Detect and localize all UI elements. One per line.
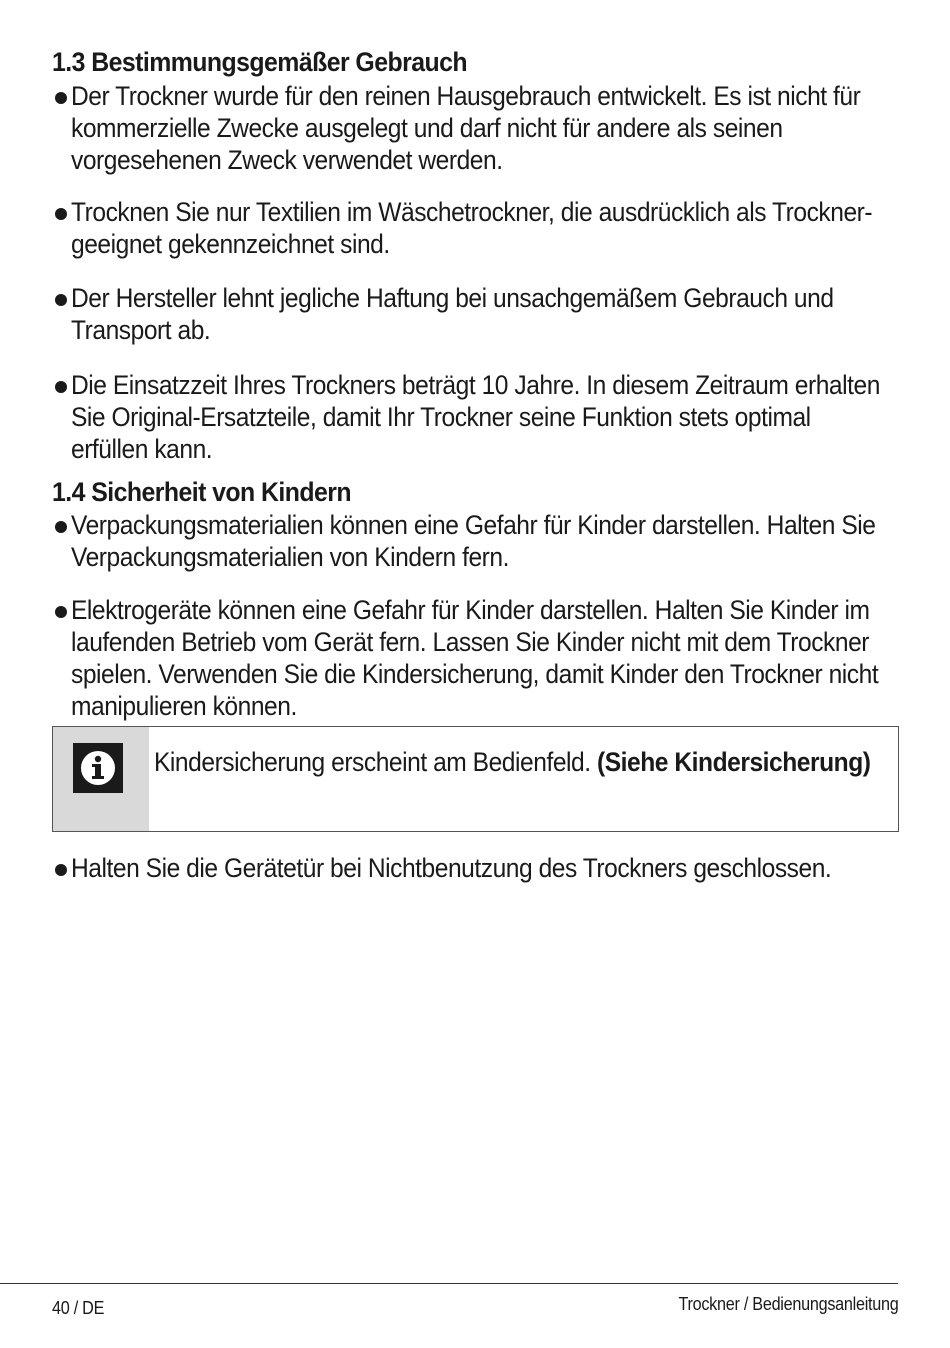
info-box-sidebar — [53, 727, 149, 831]
bullet-text: Elektrogeräte können eine Gefahr für Kinder darstellen. Halten Sie Kinder im laufenden Betrieb vom Gerät fern. Lassen Sie Kinder nicht mit dem Trockner spielen. Verwenden Sie die Kindersicherung, damit Kinder den Trockner nicht manipulieren können. — [71, 595, 879, 721]
page-number: 40 / DE — [52, 1298, 105, 1318]
footer-document-title: Trockner / Bedienungsanleitung — [677, 1294, 898, 1314]
bullet-text: Der Hersteller lehnt jegliche Haftung bei unsachgemäßem Gebrauch und Transport ab. — [71, 283, 834, 345]
bullet-text: Der Trockner wurde für den reinen Hausgebrauch entwickelt. Es ist nicht für kommerzielle Zwecke ausgelegt und darf nicht für andere als seinen vorgesehenen Zweck verwendet werden. — [71, 81, 861, 175]
bullet-item — [52, 80, 907, 176]
bullet-item — [52, 852, 907, 884]
bullet-dot-icon — [55, 208, 67, 220]
bullet-dot-icon — [55, 521, 67, 533]
info-note-box — [52, 726, 899, 832]
bullet-dot-icon — [55, 381, 67, 393]
bullet-dot-icon — [55, 606, 67, 618]
bullet-item — [52, 282, 907, 346]
bullet-item — [52, 369, 907, 465]
bullet-text: Verpackungsmaterialien können eine Gefahr für Kinder darstellen. Halten Sie Verpackungsmaterialien von Kindern fern. — [71, 510, 876, 572]
footer-divider — [0, 1283, 898, 1284]
bullet-dot-icon — [55, 92, 67, 104]
info-icon-glyph — [80, 750, 116, 786]
bullet-dot-icon — [55, 864, 67, 876]
bullet-text: Trocknen Sie nur Textilien im Wäschetrockner, die ausdrücklich als Trockner-geeignet gekennzeichnet sind. — [71, 197, 873, 259]
bullet-dot-icon — [55, 294, 67, 306]
section-heading-1-3: 1.3 Bestimmungsgemäßer Gebrauch — [52, 47, 467, 77]
bullet-text: Die Einsatzzeit Ihres Trockners beträgt 10 Jahre. In diesem Zeitraum erhalten Sie Original-Ersatzteile, damit Ihr Trockner seine Funktion stets optimal erfüllen kann. — [71, 370, 880, 464]
info-note-text — [154, 746, 882, 778]
section-heading-1-4: 1.4 Sicherheit von Kindern — [52, 477, 351, 507]
bullet-item — [52, 509, 907, 573]
info-note-reference: (Siehe Kindersicherung) — [596, 747, 871, 777]
info-icon — [73, 743, 123, 793]
bullet-item — [52, 196, 907, 260]
bullet-item — [52, 594, 907, 722]
info-note-plain: Kindersicherung erscheint am Bedienfeld. — [154, 747, 591, 777]
bullet-text: Halten Sie die Gerätetür bei Nichtbenutzung des Trockners geschlossen. — [71, 853, 832, 883]
